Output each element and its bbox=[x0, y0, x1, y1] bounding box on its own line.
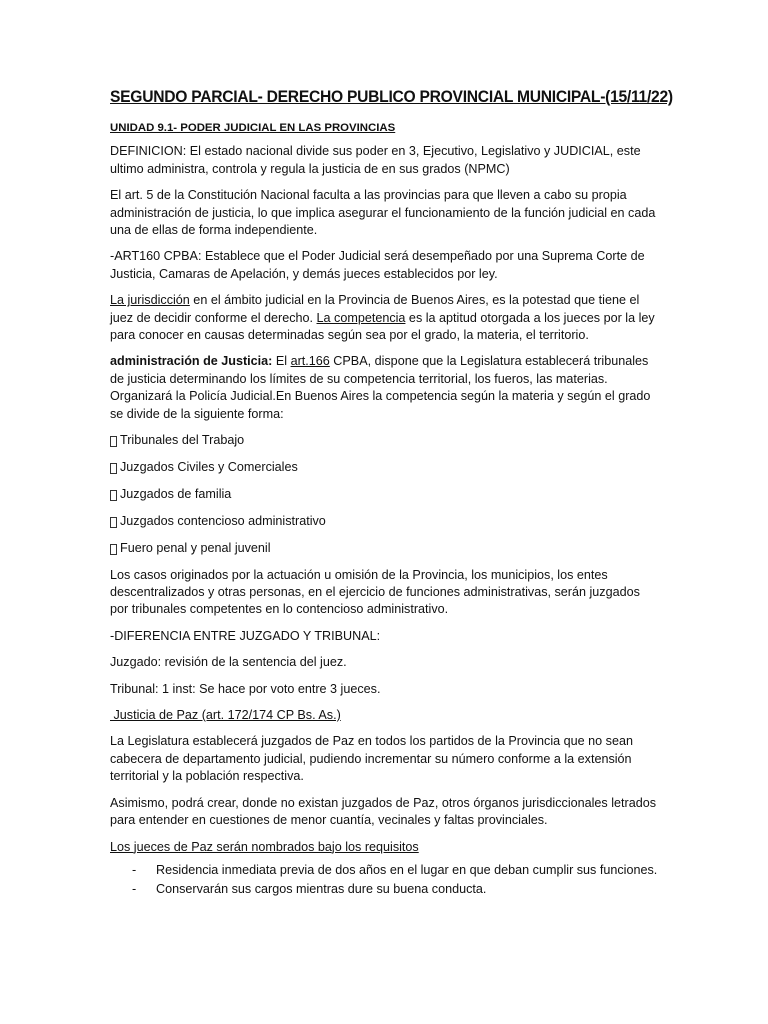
list-item-label: Residencia inmediata previa de dos años en el lugar en que deban cumplir sus funciones. bbox=[156, 862, 658, 877]
document-title: SEGUNDO PARCIAL- DERECHO PUBLICO PROVINCIAL MUNICIPAL-(15/11/22) bbox=[110, 87, 673, 106]
requisitos-list bbox=[110, 862, 658, 899]
admin-art-link: art.166 bbox=[290, 354, 330, 369]
missing-glyph-icon bbox=[110, 463, 117, 474]
fueros-list bbox=[110, 432, 658, 557]
list-item bbox=[110, 486, 658, 503]
list-item-label: Juzgados Civiles y Comerciales bbox=[120, 460, 298, 474]
list-item-label: Juzgados contencioso administrativo bbox=[120, 513, 326, 528]
list-item-label: Juzgados de familia bbox=[120, 486, 232, 501]
missing-glyph-icon bbox=[110, 544, 117, 555]
paragraph-administracion bbox=[110, 353, 658, 423]
missing-glyph-icon bbox=[110, 436, 117, 447]
paragraph-casos: Los casos originados por la actuación u omisión de la Provincia, los municipios, los entes descentralizados y otras personas, en el ejercicio de funciones administrativas, serán juzgados por tribunales competentes en lo contencioso administrativo. bbox=[110, 567, 640, 617]
list-item bbox=[110, 513, 658, 530]
heading-justicia-de-paz bbox=[110, 707, 658, 724]
list-item bbox=[110, 862, 658, 879]
dash-marker: - bbox=[132, 882, 137, 897]
paragraph-diferencia: -DIFERENCIA ENTRE JUZGADO Y TRIBUNAL: bbox=[110, 628, 381, 643]
list-item-label: Conservarán sus cargos mientras dure su buena conducta. bbox=[156, 882, 487, 897]
document-page bbox=[110, 86, 673, 901]
list-item bbox=[110, 432, 658, 449]
list-item bbox=[110, 540, 658, 557]
list-item bbox=[110, 881, 658, 898]
heading-requisitos bbox=[110, 839, 658, 856]
requisitos-label: Los jueces de Paz serán nombrados bajo los requisitos bbox=[110, 839, 419, 854]
missing-glyph-icon bbox=[110, 517, 117, 528]
paragraph-art160: -ART160 CPBA: Establece que el Poder Judicial será desempeñado por una Suprema Corte de Justicia, Camaras de Apelación, y demás jueces establecidos por ley. bbox=[110, 249, 645, 281]
paragraph-art5: El art. 5 de la Constitución Nacional faculta a las provincias para que lleven a cabo su propia administración de justicia, lo que implica asegurar el funcionamiento de la función judicial en cada una de ellas de forma independiente. bbox=[110, 188, 656, 238]
term-competencia: La competencia bbox=[316, 310, 406, 325]
paragraph-asimismo: Asimismo, podrá crear, donde no existan juzgados de Paz, otros órganos jurisdiccionales letrados para entender en cuestiones de menor cuantía, vecinales y faltas provinciales. bbox=[110, 795, 657, 828]
list-item-label: Tribunales del Trabajo bbox=[120, 433, 245, 448]
justicia-de-paz-label: Justicia de Paz (art. 172/174 CP Bs. As.) bbox=[110, 708, 341, 723]
paragraph-jurisdiccion bbox=[110, 292, 658, 344]
admin-el: El bbox=[272, 354, 291, 369]
competencia-text: es la aptitud otorgada a los jueces por la ley para conocer en causas determinadas según sea por el grado, la materia, el territorio. bbox=[110, 310, 655, 343]
dash-marker: - bbox=[132, 862, 137, 877]
admin-heading: administración de Justicia: bbox=[110, 354, 273, 369]
unit-heading: UNIDAD 9.1- PODER JUDICIAL EN LAS PROVINCIAS bbox=[110, 122, 396, 134]
paragraph-juzgado: Juzgado: revisión de la sentencia del juez. bbox=[110, 655, 347, 670]
term-jurisdiccion: La jurisdicción bbox=[110, 293, 190, 308]
jurisdiccion-text: en el ámbito judicial en la Provincia de Buenos Aires, es la potestad que tiene el juez de decidir conforme el derecho. bbox=[110, 293, 640, 325]
paragraph-definicion: DEFINICION: El estado nacional divide sus poder en 3, Ejecutivo, Legislativo y JUDICIAL, este ultimo administra, controla y regula la justicia de en sus grados (NPMC) bbox=[110, 144, 641, 176]
list-item-label: Fuero penal y penal juvenil bbox=[120, 540, 271, 555]
list-item bbox=[110, 459, 658, 476]
paragraph-legislatura: La Legislatura establecerá juzgados de Paz en todos los partidos de la Provincia que no sean cabecera de departamento judicial, pudiendo incrementar su número conforme a la extensión territorial y la población respectiva. bbox=[110, 734, 633, 784]
admin-text: CPBA, dispone que la Legislatura establecerá tribunales de justicia determinando los límites de su competencia territorial, los fueros, las materias. Organizará la Policía Judicial.En Buenos Aires la competencia según la materia y según el grado se divide de la siguiente forma: bbox=[110, 354, 651, 421]
paragraph-tribunal: Tribunal: 1 inst: Se hace por voto entre 3 jueces. bbox=[110, 681, 381, 696]
missing-glyph-icon bbox=[110, 490, 117, 501]
